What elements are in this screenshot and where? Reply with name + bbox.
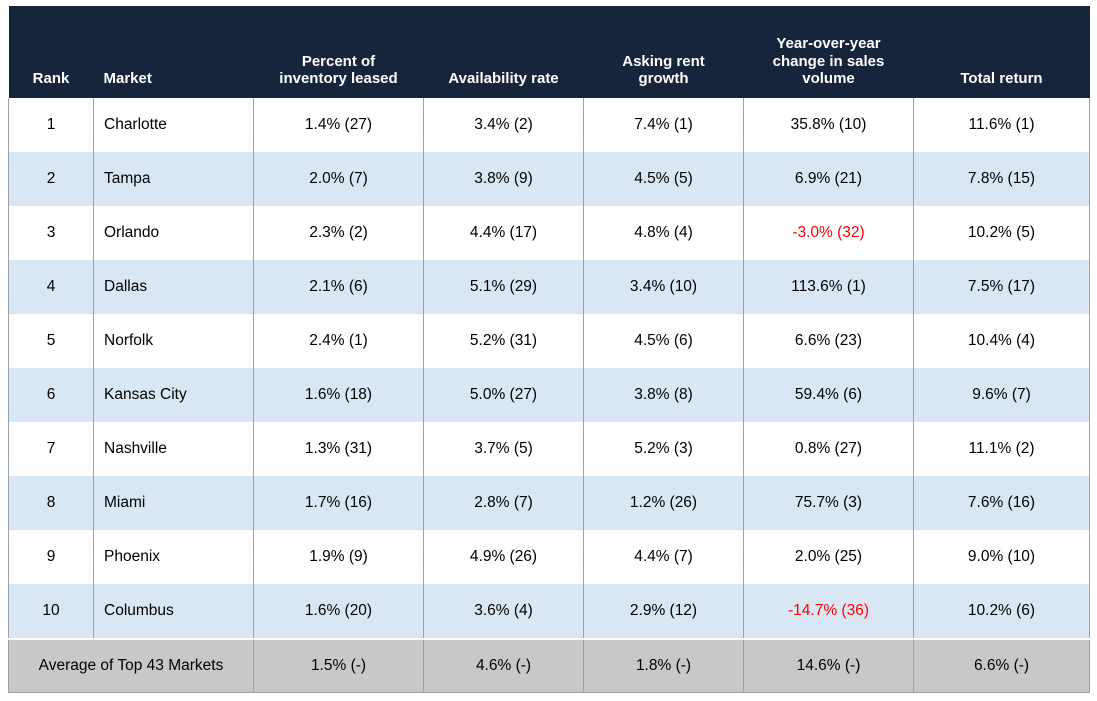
cell-leased: 1.6% (18) <box>254 368 424 422</box>
cell-availability: 5.0% (27) <box>424 368 584 422</box>
cell-market: Charlotte <box>94 98 254 152</box>
cell-market: Columbus <box>94 584 254 639</box>
cell-availability: 3.4% (2) <box>424 98 584 152</box>
table-row <box>9 314 1090 368</box>
cell-yoy-sales: 6.9% (21) <box>744 152 914 206</box>
cell-yoy-sales: 0.8% (27) <box>744 422 914 476</box>
table-row <box>9 152 1090 206</box>
header-line: Availability rate <box>448 70 559 88</box>
footer-availability: 4.6% (-) <box>424 639 584 693</box>
cell-yoy-sales: 2.0% (25) <box>744 530 914 584</box>
header-line: change in sales <box>772 52 885 70</box>
cell-rent-growth: 4.5% (5) <box>584 152 744 206</box>
cell-rent-growth: 3.8% (8) <box>584 368 744 422</box>
cell-rent-growth: 4.5% (6) <box>584 314 744 368</box>
table-footer <box>9 639 1090 693</box>
cell-leased: 2.0% (7) <box>254 152 424 206</box>
cell-rank: 4 <box>9 260 94 314</box>
footer-rent-growth: 1.8% (-) <box>584 639 744 693</box>
cell-total-return: 7.8% (15) <box>914 152 1090 206</box>
cell-rank: 3 <box>9 206 94 260</box>
cell-total-return: 9.0% (10) <box>914 530 1090 584</box>
cell-leased: 1.4% (27) <box>254 98 424 152</box>
cell-availability: 3.6% (4) <box>424 584 584 639</box>
column-header-total-return <box>914 6 1090 98</box>
cell-rank: 7 <box>9 422 94 476</box>
cell-market: Phoenix <box>94 530 254 584</box>
cell-total-return: 11.6% (1) <box>914 98 1090 152</box>
column-header-percent-inventory-leased <box>254 6 424 98</box>
table-row <box>9 530 1090 584</box>
cell-availability: 4.4% (17) <box>424 206 584 260</box>
cell-rank: 10 <box>9 584 94 639</box>
cell-availability: 2.8% (7) <box>424 476 584 530</box>
cell-total-return: 10.2% (6) <box>914 584 1090 639</box>
cell-availability: 3.7% (5) <box>424 422 584 476</box>
cell-market: Kansas City <box>94 368 254 422</box>
cell-availability: 3.8% (9) <box>424 152 584 206</box>
cell-total-return: 10.4% (4) <box>914 314 1090 368</box>
cell-total-return: 7.5% (17) <box>914 260 1090 314</box>
cell-rent-growth: 7.4% (1) <box>584 98 744 152</box>
cell-yoy-sales: 35.8% (10) <box>744 98 914 152</box>
cell-rank: 5 <box>9 314 94 368</box>
cell-rent-growth: 3.4% (10) <box>584 260 744 314</box>
header-row <box>9 6 1090 98</box>
footer-yoy-sales: 14.6% (-) <box>744 639 914 693</box>
cell-leased: 2.4% (1) <box>254 314 424 368</box>
cell-rank: 8 <box>9 476 94 530</box>
cell-total-return: 10.2% (5) <box>914 206 1090 260</box>
header-line: Market <box>103 70 152 88</box>
cell-rank: 2 <box>9 152 94 206</box>
table-row <box>9 584 1090 639</box>
cell-rent-growth: 4.8% (4) <box>584 206 744 260</box>
header-line: Asking rent <box>622 52 705 70</box>
cell-yoy-sales: -14.7% (36) <box>744 584 914 639</box>
table-row <box>9 206 1090 260</box>
cell-total-return: 11.1% (2) <box>914 422 1090 476</box>
cell-leased: 2.3% (2) <box>254 206 424 260</box>
cell-total-return: 7.6% (16) <box>914 476 1090 530</box>
cell-availability: 5.2% (31) <box>424 314 584 368</box>
header-line: Total return <box>960 70 1043 88</box>
cell-yoy-sales: 113.6% (1) <box>744 260 914 314</box>
header-line: inventory leased <box>279 70 398 88</box>
cell-leased: 1.9% (9) <box>254 530 424 584</box>
column-header-yoy-change-sales-volume <box>744 6 914 98</box>
header-line: Percent of <box>301 52 376 70</box>
cell-rent-growth: 1.2% (26) <box>584 476 744 530</box>
footer-row-average <box>9 639 1090 693</box>
table-row <box>9 98 1090 152</box>
column-header-availability-rate <box>424 6 584 98</box>
cell-yoy-sales: 59.4% (6) <box>744 368 914 422</box>
cell-availability: 5.1% (29) <box>424 260 584 314</box>
cell-availability: 4.9% (26) <box>424 530 584 584</box>
cell-yoy-sales: 75.7% (3) <box>744 476 914 530</box>
cell-leased: 1.7% (16) <box>254 476 424 530</box>
footer-total-return: 6.6% (-) <box>914 639 1090 693</box>
cell-market: Miami <box>94 476 254 530</box>
cell-market: Orlando <box>94 206 254 260</box>
header-line: Year-over-year <box>776 34 881 52</box>
table-row <box>9 422 1090 476</box>
cell-leased: 1.6% (20) <box>254 584 424 639</box>
table-row <box>9 368 1090 422</box>
column-header-market <box>94 6 254 98</box>
table-header <box>9 6 1090 98</box>
cell-rank: 1 <box>9 98 94 152</box>
column-header-rank <box>9 6 94 98</box>
cell-market: Norfolk <box>94 314 254 368</box>
cell-total-return: 9.6% (7) <box>914 368 1090 422</box>
footer-label: Average of Top 43 Markets <box>9 639 254 693</box>
column-header-asking-rent-growth <box>584 6 744 98</box>
header-line: growth <box>638 70 689 88</box>
header-line: volume <box>802 70 855 88</box>
cell-market: Dallas <box>94 260 254 314</box>
table-body <box>9 98 1090 639</box>
cell-yoy-sales: 6.6% (23) <box>744 314 914 368</box>
cell-market: Nashville <box>94 422 254 476</box>
cell-rent-growth: 4.4% (7) <box>584 530 744 584</box>
cell-rent-growth: 5.2% (3) <box>584 422 744 476</box>
market-ranking-table <box>8 6 1090 693</box>
cell-market: Tampa <box>94 152 254 206</box>
header-line: Rank <box>32 70 70 88</box>
footer-leased: 1.5% (-) <box>254 639 424 693</box>
cell-rent-growth: 2.9% (12) <box>584 584 744 639</box>
table-row <box>9 476 1090 530</box>
cell-yoy-sales: -3.0% (32) <box>744 206 914 260</box>
table-row <box>9 260 1090 314</box>
cell-leased: 2.1% (6) <box>254 260 424 314</box>
cell-rank: 9 <box>9 530 94 584</box>
cell-rank: 6 <box>9 368 94 422</box>
cell-leased: 1.3% (31) <box>254 422 424 476</box>
